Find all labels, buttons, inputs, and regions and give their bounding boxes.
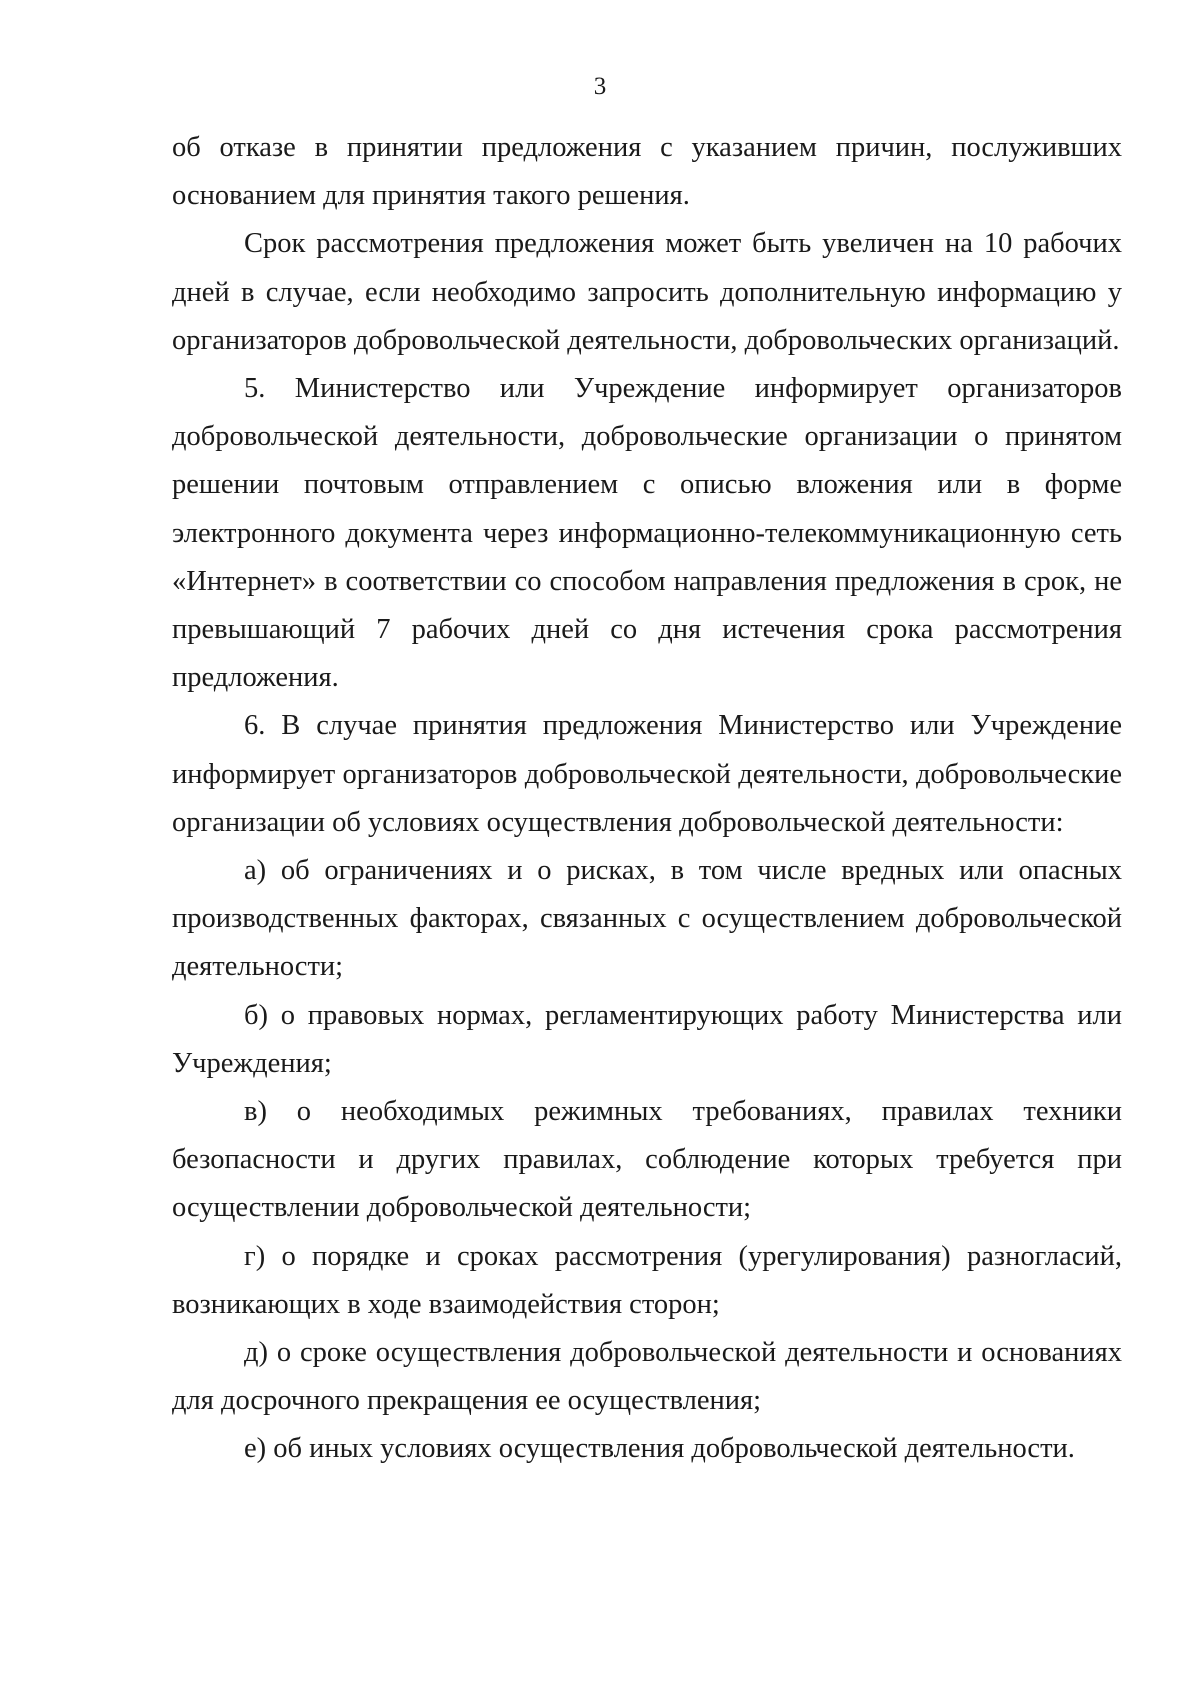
paragraph-subitem-a: а) об ограничениях и о рисках, в том числе вредных или опасных производственных факторах, связанных с осуществлением добровольческой деятельности; — [172, 855, 1122, 983]
page-number: 3 — [593, 73, 607, 100]
paragraph-subitem-e: е) об иных условиях осуществления добровольческой деятельности. — [244, 1433, 1075, 1465]
paragraph-subitem-b: б) о правовых нормах, регламентирующих работу Министерства или Учреждения; — [172, 999, 1122, 1079]
paragraph-continuation: об отказе в принятии предложения с указанием причин, послуживших основанием для принятия такого решения. — [172, 132, 1122, 212]
paragraph-subitem-d: д) о сроке осуществления добровольческой деятельности и основаниях для досрочного прекращения ее осуществления; — [172, 1337, 1122, 1417]
paragraph-item-6: 6. В случае принятия предложения Министерство или Учреждение информирует организаторов добровольческой деятельности, добровольческие организации об условиях осуществления добровольческой деятельности: — [172, 710, 1122, 838]
paragraph-review-period: Срок рассмотрения предложения может быть увеличен на 10 рабочих дней в случае, если необходимо запросить дополнительную информацию у организаторов добровольческой деятельности, добровольческих организаций. — [172, 228, 1122, 356]
paragraph-item-5: 5. Министерство или Учреждение информирует организаторов добровольческой деятельности, добровольческие организации о принятом решении почтовым отправлением с описью вложения или в форме электронного документа через информационно-телекоммуникационную сеть «Интернет» в соответствии со способом направления предложения в срок, не превышающий 7 рабочих дней со дня истечения срока рассмотрения предложения. — [172, 373, 1122, 694]
paragraph-subitem-g: г) о порядке и сроках рассмотрения (урегулирования) разногласий, возникающих в ходе взаимодействия сторон; — [172, 1240, 1122, 1320]
document-body — [172, 124, 1122, 1474]
paragraph-subitem-v: в) о необходимых режимных требованиях, правилах техники безопасности и других правилах, соблюдение которых требуется при осуществлении добровольческой деятельности; — [172, 1096, 1122, 1224]
